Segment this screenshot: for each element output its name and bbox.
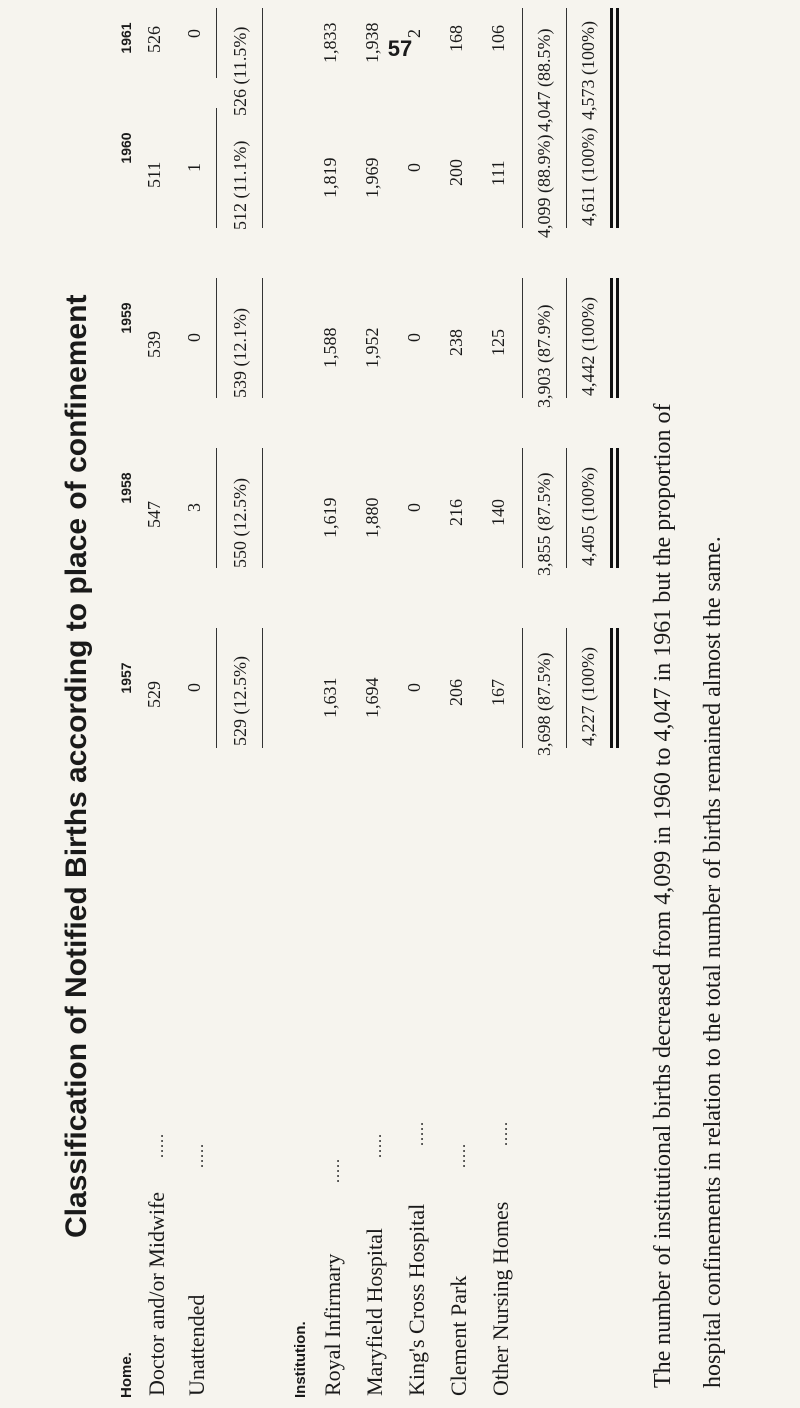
cell: 1,631 bbox=[320, 677, 340, 718]
total-double-rule bbox=[616, 628, 619, 748]
row-dots: ..... bbox=[494, 1121, 511, 1146]
cell: 238 bbox=[446, 329, 466, 356]
year-header-1957: 1957 bbox=[118, 662, 134, 694]
cell: 539 bbox=[144, 331, 164, 358]
cell: 529 bbox=[144, 681, 164, 708]
subtotal-rule bbox=[216, 8, 217, 78]
subtotal-rule bbox=[262, 8, 263, 108]
subtotal-rule bbox=[566, 278, 567, 398]
subtotal-rule bbox=[522, 278, 523, 398]
row-dots: ..... bbox=[326, 1158, 343, 1183]
year-header-1960: 1960 bbox=[118, 132, 134, 164]
cell: 1,694 bbox=[362, 677, 382, 718]
cell: 1,819 bbox=[320, 157, 340, 198]
cell-institution-total: 4,099 (88.9%) bbox=[534, 134, 554, 238]
subtotal-rule bbox=[566, 8, 567, 128]
cell: 1,938 bbox=[362, 22, 382, 63]
subtotal-rule bbox=[522, 8, 523, 108]
row-label-kings-cross-hospital: King's Cross Hospital bbox=[404, 1203, 429, 1396]
subtotal-rule bbox=[566, 628, 567, 748]
cell-grand-total: 4,405 (100%) bbox=[578, 467, 598, 566]
subtotal-rule bbox=[262, 108, 263, 228]
cell: 1,952 bbox=[362, 327, 382, 368]
subtotal-rule bbox=[262, 628, 263, 748]
cell-home-total: 539 (12.1%) bbox=[230, 308, 250, 398]
subtotal-rule bbox=[522, 628, 523, 748]
cell: 0 bbox=[404, 503, 424, 512]
footnote-line-2: hospital confinements in relation to the total number of births remained almost the same. bbox=[700, 536, 726, 1388]
row-label-royal-infirmary: Royal Infirmary bbox=[320, 1253, 345, 1396]
section-institution: Institution. bbox=[292, 1321, 309, 1398]
row-dots: ..... bbox=[452, 1143, 469, 1168]
row-label-clement-park: Clement Park bbox=[446, 1275, 471, 1396]
row-dots: ..... bbox=[410, 1121, 427, 1146]
row-label-doctor-midwife: Doctor and/or Midwife bbox=[144, 1191, 169, 1396]
cell-home-total: 529 (12.5%) bbox=[230, 656, 250, 746]
subtotal-rule bbox=[216, 108, 217, 228]
cell-grand-total: 4,611 (100%) bbox=[578, 127, 598, 226]
cell: 526 bbox=[144, 26, 164, 53]
total-double-rule bbox=[616, 278, 619, 398]
cell-home-total: 526 (11.5%) bbox=[230, 26, 250, 116]
year-header-1959: 1959 bbox=[118, 302, 134, 334]
cell-institution-total: 3,903 (87.9%) bbox=[534, 304, 554, 408]
table-title: Classification of Notified Births according to place of confinement bbox=[60, 294, 93, 1238]
cell-grand-total: 4,227 (100%) bbox=[578, 647, 598, 746]
cell: 0 bbox=[184, 29, 204, 38]
cell: 0 bbox=[404, 333, 424, 342]
cell: 106 bbox=[488, 25, 508, 52]
row-label-unattended: Unattended bbox=[184, 1294, 209, 1396]
cell: 206 bbox=[446, 679, 466, 706]
total-double-rule bbox=[610, 448, 613, 568]
cell: 1,833 bbox=[320, 22, 340, 63]
subtotal-rule bbox=[216, 278, 217, 398]
cell: 547 bbox=[144, 501, 164, 528]
subtotal-rule bbox=[522, 448, 523, 568]
cell: 200 bbox=[446, 159, 466, 186]
total-double-rule bbox=[610, 278, 613, 398]
total-double-rule bbox=[616, 8, 619, 128]
total-double-rule bbox=[610, 8, 613, 128]
cell-institution-total: 4,047 (88.5%) bbox=[534, 28, 554, 132]
cell: 1,619 bbox=[320, 497, 340, 538]
row-dots: ..... bbox=[368, 1133, 385, 1158]
total-double-rule bbox=[610, 628, 613, 748]
cell-institution-total: 3,698 (87.5%) bbox=[534, 652, 554, 756]
cell: 0 bbox=[184, 683, 204, 692]
cell: 0 bbox=[404, 683, 424, 692]
cell: 1 bbox=[184, 163, 204, 172]
row-dots: ..... bbox=[150, 1133, 167, 1158]
cell: 125 bbox=[488, 329, 508, 356]
cell: 2 bbox=[404, 29, 424, 38]
year-header-1958: 1958 bbox=[118, 472, 134, 504]
cell: 3 bbox=[184, 503, 204, 512]
cell: 1,588 bbox=[320, 327, 340, 368]
subtotal-rule bbox=[522, 108, 523, 228]
subtotal-rule bbox=[216, 448, 217, 568]
cell: 140 bbox=[488, 499, 508, 526]
cell-home-total: 512 (11.1%) bbox=[230, 140, 250, 230]
cell: 1,880 bbox=[362, 497, 382, 538]
cell: 1,969 bbox=[362, 157, 382, 198]
cell: 111 bbox=[488, 160, 508, 186]
footnote-line-1: The number of institutional births decreased from 4,099 in 1960 to 4,047 in 1961 but the proportion of bbox=[650, 403, 676, 1388]
year-header-1961: 1961 bbox=[118, 22, 134, 54]
section-home: Home. bbox=[118, 1352, 135, 1398]
page-number: 57 bbox=[387, 36, 413, 61]
cell: 511 bbox=[144, 161, 164, 188]
row-dots: ..... bbox=[190, 1143, 207, 1168]
row-label-other-nursing-homes: Other Nursing Homes bbox=[488, 1201, 513, 1396]
cell: 0 bbox=[404, 163, 424, 172]
cell-grand-total: 4,573 (100%) bbox=[578, 21, 598, 120]
cell: 168 bbox=[446, 25, 466, 52]
cell: 167 bbox=[488, 679, 508, 706]
cell: 216 bbox=[446, 499, 466, 526]
subtotal-rule bbox=[262, 278, 263, 398]
cell-home-total: 550 (12.5%) bbox=[230, 478, 250, 568]
cell-institution-total: 3,855 (87.5%) bbox=[534, 472, 554, 576]
subtotal-rule bbox=[262, 448, 263, 568]
subtotal-rule bbox=[566, 448, 567, 568]
total-double-rule bbox=[616, 448, 619, 568]
cell-grand-total: 4,442 (100%) bbox=[578, 297, 598, 396]
subtotal-rule bbox=[216, 628, 217, 748]
row-label-maryfield-hospital: Maryfield Hospital bbox=[362, 1227, 387, 1396]
cell: 0 bbox=[184, 333, 204, 342]
